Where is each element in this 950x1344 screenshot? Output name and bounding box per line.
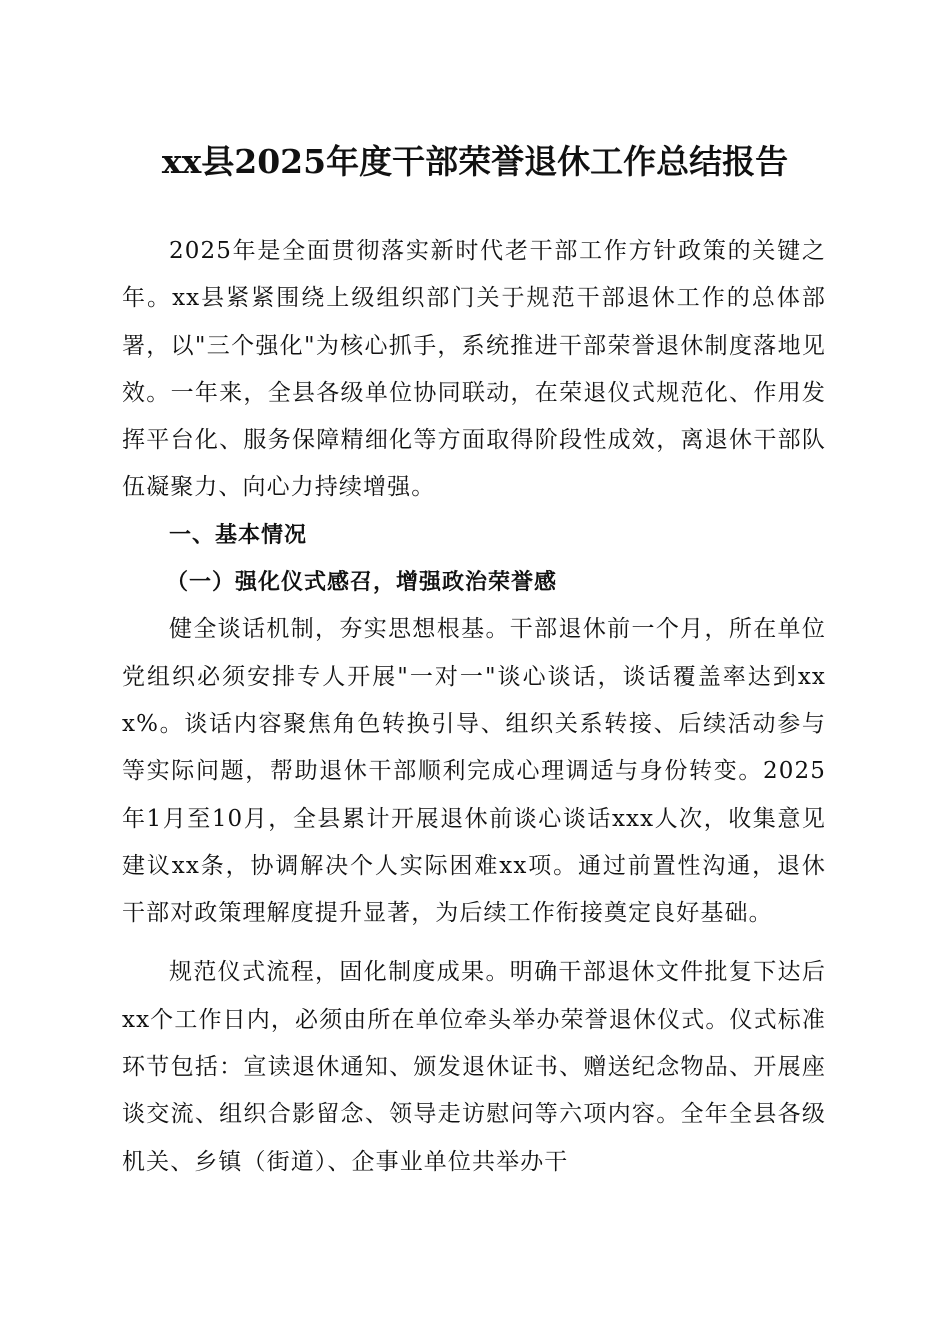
subsection-heading-ceremony: （一）强化仪式感召，增强政治荣誉感	[166, 569, 558, 596]
paragraph-ceremony-process: 规范仪式流程，固化制度成果。明确干部退休文件批复下达后xx个工作日内，必须由所在单位牵头举办荣誉退休仪式。仪式标准环节包括：宣读退休通知、颁发退休证书、赠送纪念物品、开展座谈交流、组织合影留念、领导走访慰问等六项内容。全年全县各级机关、乡镇（街道）、企事业单位共举办干	[122, 959, 826, 1175]
intro-paragraph: 2025年是全面贯彻落实新时代老干部工作方针政策的关键之年。xx县紧紧围绕上级组织部门关于规范干部退休工作的总体部署，以"三个强化"为核心抓手，系统推进干部荣誉退休制度落地见效。一年来，全县各级单位协同联动，在荣退仪式规范化、作用发挥平台化、服务保障精细化等方面取得阶段性成效，离退休干部队伍凝聚力、向心力持续增强。	[122, 238, 826, 501]
document-title: xx县2025年度干部荣誉退休工作总结报告	[161, 142, 789, 181]
section-heading-basic-situation: 一、基本情况	[169, 522, 308, 548]
paragraph-talk-mechanism: 健全谈话机制，夯实思想根基。干部退休前一个月，所在单位党组织必须安排专人开展"一对一"谈心谈话，谈话覆盖率达到xxx%。谈话内容聚焦角色转换引导、组织关系转接、后续活动参与等实际问题，帮助退休干部顺利完成心理调适与身份转变。2025年1月至10月，全县累计开展退休前谈心谈话xxx人次，收集意见建议xx条，协调解决个人实际困难xx项。通过前置性沟通，退休干部对政策理解度提升显著，为后续工作衔接奠定良好基础。	[122, 616, 826, 927]
document-body	[122, 228, 826, 1186]
paragraph-gap	[122, 937, 826, 949]
